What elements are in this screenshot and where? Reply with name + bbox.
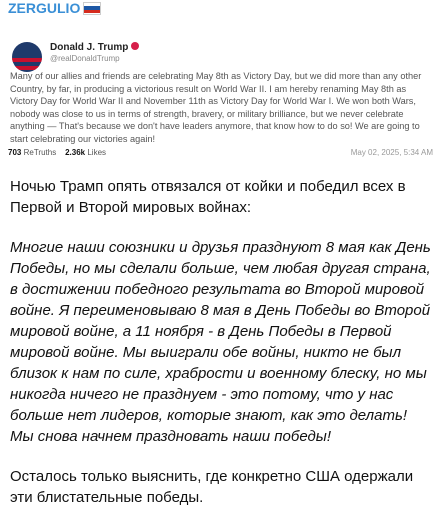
message-outro: Осталось только выяснить, где конкретно США одержали эти блистательные победы. — [10, 468, 414, 506]
message-body — [10, 176, 432, 527]
author-avatar[interactable] — [12, 42, 42, 72]
russian-flag-icon — [83, 2, 101, 15]
retruths-count: 703 — [8, 148, 22, 157]
channel-header[interactable] — [8, 0, 101, 16]
retruths-label: ReTruths — [23, 148, 57, 157]
message-intro: Ночью Трамп опять отвязался от койки и победил всех в Первой и Второй мировых войнах: — [10, 178, 406, 216]
likes-count: 2.36k — [65, 148, 86, 157]
post-author — [50, 42, 139, 53]
post-author-name: Donald J. Trump — [50, 42, 129, 53]
message-quote: Многие наши союзники и друзья празднуют 8 мая как День Победы, но мы сделали больше, чем любая другая страна, в достижении победного результата во Второй мировой войне. Я переименовываю 8 мая в День Победы во Второй мировой войне, а 11 ноября - в День Победы в Первой мировой войне. Мы выиграли обе войны, никто не был близок к нам по силе, храбрости и военному блеску, но мы никогда ничего не празднуем - это потому, что у нас больше нет лидеров, которые знают, как это делать! Мы снова начнем праздновать наши победы! — [10, 239, 431, 445]
post-text: Many of our allies and friends are celebrating May 8th as Victory Day, but we did more than any other Country, by far, in producing a victorious result on World War II. I am hereby renaming May 8th as Victory Day for World War II and November 11th as Victory Day for World War I. We won both Wars, nobody was close to us in terms of strength, bravery, or military brilliance, but we never celebrate anything — That's because we don't have leaders anymore, that know how to do so! We are going to start celebrating our victories again! — [10, 71, 422, 144]
channel-name[interactable]: ZERGULIO — [8, 0, 81, 16]
post-date: May 02, 2025, 5:34 AM — [350, 148, 433, 157]
post-handle: @realDonaldTrump — [50, 54, 120, 63]
likes-label: Likes — [87, 148, 107, 157]
embedded-post-screenshot[interactable] — [8, 28, 433, 168]
post-meta — [8, 148, 433, 157]
verified-badge-icon — [131, 42, 139, 50]
